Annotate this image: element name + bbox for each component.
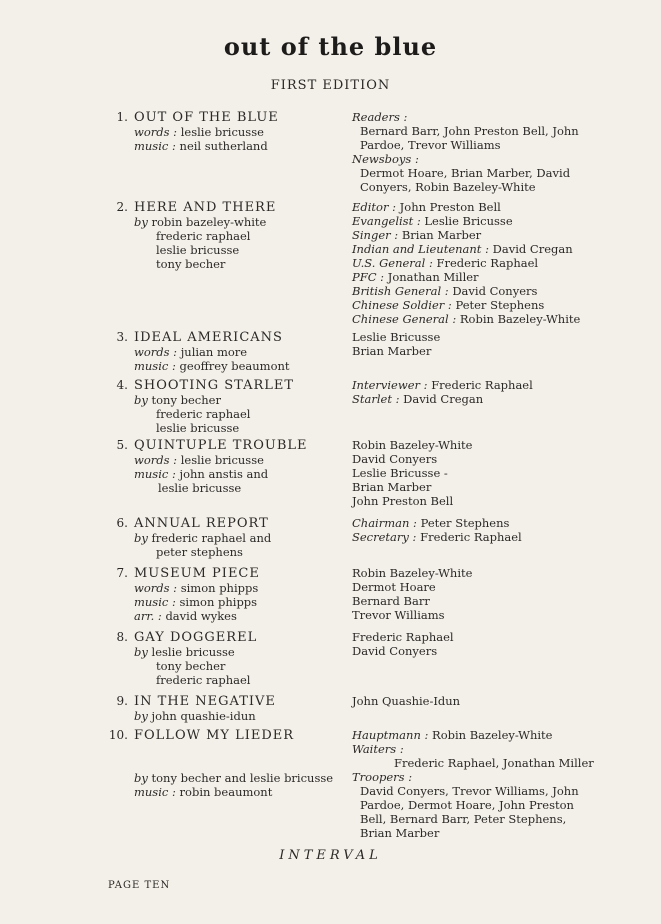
cast-line (352, 770, 612, 784)
credit-label: music : (134, 139, 176, 153)
credit-label: by (134, 393, 148, 407)
cast-line (352, 284, 612, 298)
cast-line (352, 594, 612, 608)
song-title: IN THE NEGATIVE (134, 694, 276, 709)
credit-label: music : (134, 359, 176, 373)
cast-role: Hauptmann : (352, 728, 429, 742)
credit-name: simon phipps (180, 581, 259, 595)
item-left-column (134, 630, 354, 687)
credit-line (134, 595, 354, 609)
cast-names: Dermot Hoare, Brian Marber, David (360, 166, 571, 180)
item-number: 7. (116, 566, 128, 580)
cast-role: Chinese Soldier : (352, 298, 452, 312)
cast-names: Leslie Bricusse (352, 330, 441, 344)
credit-name: tony becher (156, 659, 226, 673)
cast-names: John Preston Bell (352, 494, 454, 508)
cast-names: David Conyers (352, 644, 438, 658)
cast-line (352, 124, 612, 138)
credits-block (134, 125, 354, 153)
item-left-column (134, 200, 354, 271)
cast-line (352, 630, 612, 644)
credit-line (134, 421, 354, 435)
credit-name: david wykes (165, 609, 237, 623)
cast-line (352, 256, 612, 270)
cast-names: Robin Bazeley-White (352, 566, 473, 580)
page-title: out of the blue (223, 32, 438, 61)
cast-role: Troopers : (352, 770, 413, 784)
cast-line (352, 826, 612, 840)
credit-line (134, 139, 354, 153)
cast-column (352, 516, 612, 544)
cast-role: PFC : (352, 270, 385, 284)
cast-line (352, 180, 612, 194)
credit-line (134, 453, 354, 467)
credit-name: frederic raphael and (151, 531, 272, 545)
credit-label: by (134, 771, 148, 785)
cast-role: Waiters : (352, 742, 404, 756)
cast-role: British General : (352, 284, 449, 298)
cast-names: Brian Marber (352, 480, 432, 494)
cast-line (352, 298, 612, 312)
credit-label: by (134, 709, 148, 723)
page-number: PAGE TEN (108, 880, 171, 891)
credit-label: words : (134, 345, 178, 359)
cast-names: Peter Stephens (420, 516, 510, 530)
cast-names: Leslie Bricusse - (352, 466, 448, 480)
cast-role: Interviewer : (352, 378, 428, 392)
credit-line (134, 757, 354, 771)
cast-line (352, 138, 612, 152)
cast-column (352, 728, 612, 840)
cast-names: Frederic Raphael (431, 378, 533, 392)
cast-names: Bernard Barr (352, 594, 430, 608)
credit-label: arr. : (134, 609, 162, 623)
cast-column (352, 330, 612, 358)
cast-line (352, 798, 612, 812)
credits-block (134, 709, 354, 723)
cast-names: Brian Marber (352, 344, 432, 358)
cast-line (352, 166, 612, 180)
item-left-column (134, 110, 354, 153)
song-title: QUINTUPLE TROUBLE (134, 438, 308, 453)
cast-column (352, 200, 612, 326)
song-title: HERE AND THERE (134, 200, 277, 215)
credit-line (134, 673, 354, 687)
cast-line (352, 608, 612, 622)
cast-line (352, 152, 612, 166)
cast-column (352, 694, 612, 708)
credits-block (134, 393, 354, 435)
credit-line (134, 407, 354, 421)
credit-line (134, 243, 354, 257)
cast-column (352, 630, 612, 658)
credit-line (134, 709, 354, 723)
item-left-column (134, 728, 354, 799)
cast-names: Frederic Raphael (436, 256, 539, 270)
credit-line (134, 393, 354, 407)
credit-line (134, 743, 354, 757)
credit-label: words : (134, 581, 178, 595)
song-title: SHOOTING STARLET (134, 378, 295, 393)
credits-block (134, 645, 354, 687)
item-left-column (134, 694, 354, 723)
cast-names: Bernard Barr, John Preston Bell, John (360, 124, 579, 138)
cast-line (352, 812, 612, 826)
song-title: GAY DOGGEREL (134, 630, 258, 645)
credit-name: leslie bricusse (151, 645, 235, 659)
cast-role: U.S. General : (352, 256, 433, 270)
item-number: 5. (116, 438, 128, 452)
cast-names: David Conyers (452, 284, 538, 298)
item-number: 2. (116, 200, 128, 214)
cast-names: David Cregan (403, 392, 484, 406)
credits-block (134, 743, 354, 799)
credit-name: frederic raphael (156, 229, 251, 243)
song-title: FOLLOW MY LIEDER (134, 728, 295, 743)
cast-line (352, 344, 612, 358)
cast-names: Brian Marber (401, 228, 482, 242)
credits-block (134, 453, 354, 495)
credits-block (134, 581, 354, 623)
credit-name: neil sutherland (179, 139, 268, 153)
cast-names: Brian Marber (360, 826, 440, 840)
cast-line (352, 480, 612, 494)
cast-line (352, 742, 612, 756)
credit-name: leslie bricusse (156, 243, 240, 257)
credit-name: tony becher (156, 257, 226, 271)
credit-name: frederic raphael (156, 407, 251, 421)
cast-names: Frederic Raphael (420, 530, 522, 544)
cast-role: Evangelist : (352, 214, 421, 228)
cast-names: Pardoe, Trevor Williams (360, 138, 501, 152)
credit-name: peter stephens (156, 545, 243, 559)
credit-label: by (134, 645, 148, 659)
credit-line (134, 645, 354, 659)
credits-block (134, 531, 354, 559)
cast-names: John Preston Bell (399, 200, 501, 214)
cast-line (352, 452, 612, 466)
credit-line (134, 581, 354, 595)
cast-line (352, 228, 612, 242)
credit-line (134, 609, 354, 623)
cast-names: John Quashie-Idun (352, 694, 461, 708)
cast-line (352, 466, 612, 480)
credit-name: simon phipps (179, 595, 258, 609)
item-number: 8. (116, 630, 128, 644)
credit-label: words : (134, 125, 178, 139)
credit-line (134, 771, 354, 785)
credits-block (134, 215, 354, 271)
credit-line (134, 545, 354, 559)
credit-line (134, 125, 354, 139)
credit-label: by (134, 531, 148, 545)
credit-name: tony becher and leslie bricusse (151, 771, 334, 785)
cast-line (352, 566, 612, 580)
cast-names: Robin Bazeley-White (352, 438, 473, 452)
credit-label: music : (134, 785, 176, 799)
cast-line (352, 784, 612, 798)
item-left-column (134, 566, 354, 623)
interval-label: INTERVAL (279, 848, 382, 863)
item-number: 3. (116, 330, 128, 344)
credit-name: tony becher (151, 393, 221, 407)
credit-line (134, 531, 354, 545)
cast-line (352, 728, 612, 742)
cast-role: Chairman : (352, 516, 417, 530)
cast-line (352, 530, 612, 544)
song-title: MUSEUM PIECE (134, 566, 260, 581)
cast-column (352, 378, 612, 406)
cast-names: Frederic Raphael, Jonathan Miller (394, 756, 594, 770)
cast-role: Newsboys : (352, 152, 419, 166)
cast-role: Indian and Lieutenant : (352, 242, 489, 256)
cast-line (352, 494, 612, 508)
credit-name: robin beaumont (179, 785, 273, 799)
cast-line (352, 644, 612, 658)
cast-names: Bell, Bernard Barr, Peter Stephens, (360, 812, 567, 826)
credit-name: john anstis and (179, 467, 269, 481)
cast-names: David Cregan (492, 242, 573, 256)
credit-line (134, 257, 354, 271)
item-left-column (134, 378, 354, 435)
cast-role: Editor : (352, 200, 397, 214)
item-number: 10. (108, 728, 128, 742)
credit-name: leslie bricusse (156, 421, 240, 435)
cast-names: David Conyers (352, 452, 438, 466)
cast-column (352, 110, 612, 194)
cast-names: David Conyers, Trevor Williams, John (360, 784, 579, 798)
credit-label: music : (134, 595, 176, 609)
credit-line (134, 359, 354, 373)
cast-line (352, 270, 612, 284)
credit-line (134, 467, 354, 481)
cast-line (352, 330, 612, 344)
item-number: 1. (116, 110, 128, 124)
credit-name: geoffrey beaumont (179, 359, 290, 373)
credit-name: leslie bricusse (158, 481, 242, 495)
song-title: ANNUAL REPORT (134, 516, 269, 531)
cast-role: Readers : (352, 110, 408, 124)
item-left-column (134, 516, 354, 559)
song-title: OUT OF THE BLUE (134, 110, 279, 125)
cast-names: Robin Bazeley-White (459, 312, 581, 326)
cast-line (352, 756, 612, 770)
cast-line (352, 438, 612, 452)
item-number: 9. (116, 694, 128, 708)
credit-line (134, 481, 354, 495)
cast-line (352, 516, 612, 530)
cast-names: Leslie Bricusse (424, 214, 513, 228)
edition-label: FIRST EDITION (270, 78, 391, 93)
credit-line (134, 229, 354, 243)
item-left-column (134, 438, 354, 495)
credit-label: music : (134, 467, 176, 481)
cast-column (352, 566, 612, 622)
cast-line (352, 242, 612, 256)
cast-names: Robin Bazeley-White (432, 728, 553, 742)
cast-role: Secretary : (352, 530, 417, 544)
credit-name: julian more (180, 345, 248, 359)
credit-line (134, 345, 354, 359)
cast-names: Peter Stephens (455, 298, 545, 312)
credits-block (134, 345, 354, 373)
credit-name: leslie bricusse (180, 125, 264, 139)
credit-line (134, 659, 354, 673)
cast-role: Singer : (352, 228, 399, 242)
cast-names: Trevor Williams (352, 608, 445, 622)
credit-line (134, 215, 354, 229)
item-left-column (134, 330, 354, 373)
cast-role: Chinese General : (352, 312, 457, 326)
credit-name: john quashie-idun (151, 709, 256, 723)
cast-line (352, 214, 612, 228)
cast-line (352, 200, 612, 214)
cast-names: Conyers, Robin Bazeley-White (360, 180, 536, 194)
credit-name: leslie bricusse (180, 453, 264, 467)
item-number: 4. (116, 378, 128, 392)
cast-column (352, 438, 612, 508)
credit-name: robin bazeley-white (151, 215, 267, 229)
credit-label: words : (134, 453, 178, 467)
cast-line (352, 392, 612, 406)
cast-names: Dermot Hoare (352, 580, 436, 594)
cast-line (352, 110, 612, 124)
cast-role: Starlet : (352, 392, 400, 406)
credit-line (134, 785, 354, 799)
cast-names: Jonathan Miller (387, 270, 479, 284)
cast-line (352, 694, 612, 708)
cast-names: Pardoe, Dermot Hoare, John Preston (360, 798, 574, 812)
credit-label: by (134, 215, 148, 229)
cast-line (352, 378, 612, 392)
cast-line (352, 312, 612, 326)
cast-names: Frederic Raphael (352, 630, 454, 644)
item-number: 6. (116, 516, 128, 530)
cast-line (352, 580, 612, 594)
song-title: IDEAL AMERICANS (134, 330, 283, 345)
credit-name: frederic raphael (156, 673, 251, 687)
